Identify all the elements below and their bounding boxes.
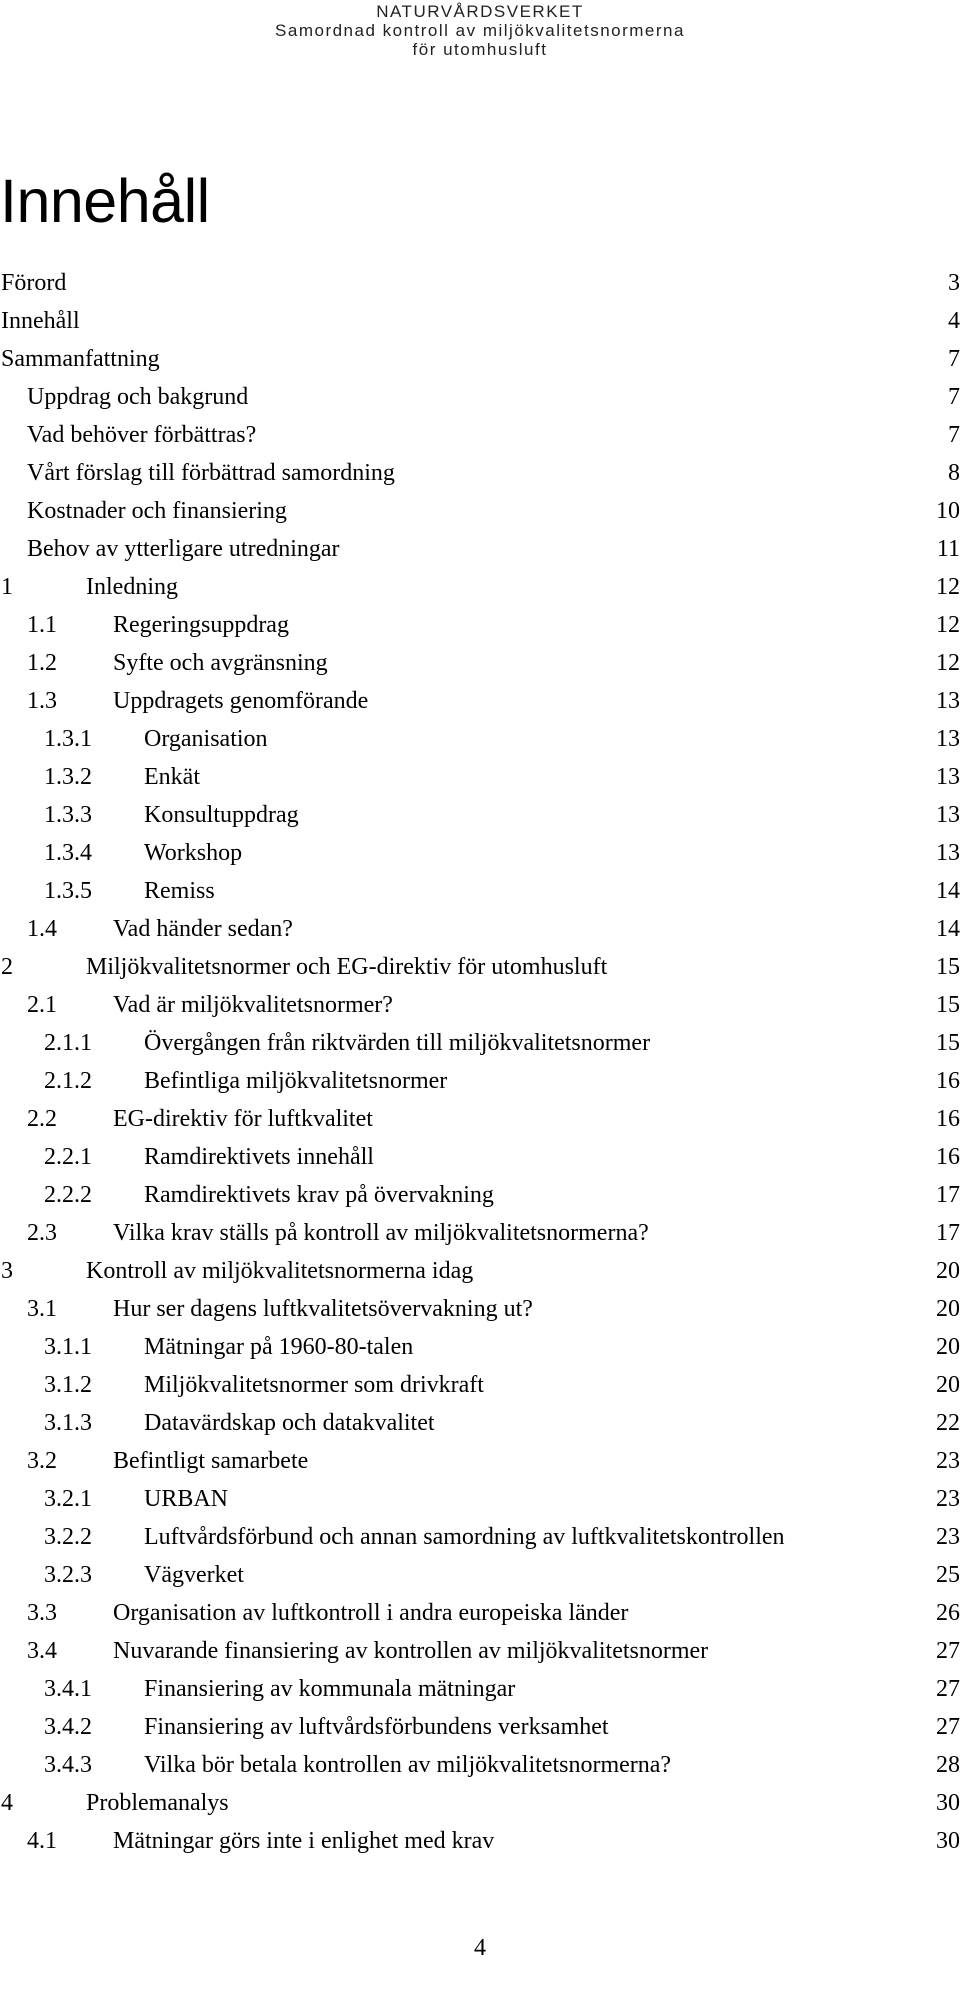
toc-entry-page: 10 — [936, 498, 960, 524]
toc-entry[interactable] — [0, 1822, 960, 1860]
toc-entry-title: Regeringsuppdrag — [113, 612, 289, 638]
header-report-title: Samordnad kontroll av miljökvalitetsnormerna — [275, 21, 685, 40]
toc-entry-title: EG-direktiv för luftkvalitet — [113, 1106, 373, 1132]
toc-entry[interactable] — [0, 1594, 960, 1632]
toc-entry[interactable] — [0, 454, 960, 492]
toc-entry-title: Befintliga miljökvalitetsnormer — [144, 1068, 448, 1094]
toc-entry-page: 4 — [948, 308, 960, 334]
toc-entry-page: 27 — [936, 1638, 960, 1664]
toc-entry[interactable] — [0, 834, 960, 872]
toc-entry-page: 15 — [936, 992, 960, 1018]
toc-entry-number: 4.1 — [27, 1828, 57, 1854]
toc-entry-title: Vad behöver förbättras? — [27, 422, 257, 448]
toc-entry-number: 3.2.1 — [44, 1486, 92, 1512]
toc-entry[interactable] — [0, 1480, 960, 1518]
toc-entry[interactable] — [0, 1784, 960, 1822]
toc-entry-number: 1.1 — [27, 612, 57, 638]
toc-entry[interactable] — [0, 720, 960, 758]
toc-entry-title: Behov av ytterligare utredningar — [27, 536, 340, 562]
toc-entry-title: Nuvarande finansiering av kontrollen av miljökvalitetsnormer — [113, 1638, 709, 1664]
toc-entry-title: Befintligt samarbete — [113, 1448, 309, 1474]
toc-entry-number: 2.1.2 — [44, 1068, 92, 1094]
toc-entry-title: Ramdirektivets krav på övervakning — [144, 1182, 494, 1208]
toc-entry-number: 3.2 — [27, 1448, 57, 1474]
toc-entry-page: 7 — [948, 384, 960, 410]
toc-entry-title: Sammanfattning — [1, 346, 160, 372]
toc-entry[interactable] — [0, 340, 960, 378]
toc-entry-page: 23 — [936, 1448, 960, 1474]
toc-entry-page: 14 — [936, 878, 960, 904]
toc-entry[interactable] — [0, 1404, 960, 1442]
toc-entry-page: 12 — [936, 574, 960, 600]
toc-entry-page: 12 — [936, 650, 960, 676]
toc-entry[interactable] — [0, 530, 960, 568]
toc-entry-number: 2.3 — [27, 1220, 57, 1246]
toc-entry-title: Datavärdskap och datakvalitet — [144, 1410, 435, 1436]
toc-entry-title: Ramdirektivets innehåll — [144, 1144, 374, 1170]
running-header — [0, 2, 960, 59]
toc-entry-number: 1.3 — [27, 688, 57, 714]
toc-entry-page: 20 — [936, 1334, 960, 1360]
toc-entry-number: 3.1.3 — [44, 1410, 92, 1436]
toc-entry[interactable] — [0, 1556, 960, 1594]
toc-entry[interactable] — [0, 264, 960, 302]
header-organization: NATURVÅRDSVERKET — [376, 2, 584, 21]
toc-entry[interactable] — [0, 1746, 960, 1784]
toc-entry[interactable] — [0, 568, 960, 606]
toc-entry[interactable] — [0, 644, 960, 682]
toc-entry-title: URBAN — [144, 1486, 229, 1512]
toc-entry-page: 25 — [936, 1562, 960, 1588]
toc-entry-number: 3.1.1 — [44, 1334, 92, 1360]
toc-entry-page: 16 — [936, 1106, 960, 1132]
toc-entry-page: 26 — [936, 1600, 960, 1626]
toc-entry[interactable] — [0, 872, 960, 910]
toc-entry[interactable] — [0, 1442, 960, 1480]
toc-entry[interactable] — [0, 1252, 960, 1290]
table-of-contents — [0, 264, 960, 1860]
toc-entry[interactable] — [0, 1214, 960, 1252]
toc-entry-title: Organisation av luftkontroll i andra europeiska länder — [113, 1600, 629, 1626]
toc-entry-number: 4 — [1, 1790, 13, 1816]
toc-entry-title: Problemanalys — [86, 1790, 229, 1816]
toc-entry-title: Mätningar görs inte i enlighet med krav — [113, 1828, 495, 1854]
toc-entry-title: Förord — [1, 270, 67, 296]
toc-entry-page: 23 — [936, 1486, 960, 1512]
toc-entry-page: 7 — [948, 346, 960, 372]
toc-entry[interactable] — [0, 1328, 960, 1366]
toc-entry-number: 3.4.3 — [44, 1752, 92, 1778]
toc-entry-number: 3.1.2 — [44, 1372, 92, 1398]
toc-entry-page: 11 — [936, 536, 960, 562]
header-report-subtitle: för utomhusluft — [412, 40, 548, 59]
toc-entry-title: Finansiering av luftvårdsförbundens verksamhet — [144, 1714, 609, 1740]
toc-entry[interactable] — [0, 1366, 960, 1404]
toc-entry-title: Vad är miljökvalitetsnormer? — [113, 992, 393, 1018]
toc-entry-title: Mätningar på 1960-80-talen — [144, 1334, 414, 1360]
toc-entry-title: Uppdrag och bakgrund — [27, 384, 249, 410]
toc-entry[interactable] — [0, 986, 960, 1024]
toc-entry-page: 27 — [936, 1676, 960, 1702]
toc-entry-page: 17 — [936, 1182, 960, 1208]
toc-entry[interactable] — [0, 1062, 960, 1100]
toc-entry-title: Workshop — [144, 840, 243, 866]
toc-entry-number: 2.2.1 — [44, 1144, 92, 1170]
toc-entry[interactable] — [0, 1518, 960, 1556]
toc-entry-page: 16 — [936, 1144, 960, 1170]
toc-entry-title: Uppdragets genomförande — [113, 688, 369, 714]
toc-entry-page: 13 — [936, 726, 960, 752]
page-number: 4 — [474, 1935, 486, 1961]
toc-entry-page: 15 — [936, 954, 960, 980]
toc-entry-title: Miljökvalitetsnormer och EG-direktiv för utomhusluft — [86, 954, 608, 980]
toc-entry-page: 15 — [936, 1030, 960, 1056]
toc-entry[interactable] — [0, 1670, 960, 1708]
toc-entry-title: Remiss — [144, 878, 215, 904]
toc-entry[interactable] — [0, 1176, 960, 1214]
toc-entry-number: 3.2.3 — [44, 1562, 92, 1588]
toc-entry-number: 1.3.2 — [44, 764, 92, 790]
toc-entry[interactable] — [0, 682, 960, 720]
toc-entry-title: Organisation — [144, 726, 268, 752]
toc-entry-page: 12 — [936, 612, 960, 638]
toc-entry-number: 1.2 — [27, 650, 57, 676]
toc-entry-number: 2 — [1, 954, 13, 980]
toc-entry[interactable] — [0, 948, 960, 986]
page-title: Innehåll — [0, 167, 210, 235]
toc-entry-page: 7 — [948, 422, 960, 448]
toc-entry-title: Vårt förslag till förbättrad samordning — [27, 460, 395, 486]
toc-entry-number: 2.1.1 — [44, 1030, 92, 1056]
toc-entry-number: 1.4 — [27, 916, 57, 942]
toc-entry-title: Kostnader och finansiering — [27, 498, 287, 524]
toc-entry[interactable] — [0, 1290, 960, 1328]
toc-entry-title: Enkät — [144, 764, 200, 790]
toc-entry-page: 28 — [936, 1752, 960, 1778]
toc-entry-page: 30 — [936, 1790, 960, 1816]
toc-entry[interactable] — [0, 1632, 960, 1670]
toc-entry-number: 3.4.1 — [44, 1676, 92, 1702]
toc-entry-number: 3.1 — [27, 1296, 57, 1322]
toc-entry[interactable] — [0, 416, 960, 454]
toc-entry-number: 1.3.5 — [44, 878, 92, 904]
toc-entry-number: 1.3.4 — [44, 840, 92, 866]
toc-entry-number: 1.3.3 — [44, 802, 92, 828]
toc-entry-page: 22 — [936, 1410, 960, 1436]
toc-entry[interactable] — [0, 1708, 960, 1746]
toc-entry-title: Syfte och avgränsning — [113, 650, 328, 676]
toc-entry-title: Miljökvalitetsnormer som drivkraft — [144, 1372, 484, 1398]
toc-entry-page: 3 — [948, 270, 960, 296]
toc-entry[interactable] — [0, 910, 960, 948]
toc-entry-page: 20 — [936, 1258, 960, 1284]
toc-entry-number: 1.3.1 — [44, 726, 92, 752]
toc-entry-page: 27 — [936, 1714, 960, 1740]
toc-entry[interactable] — [0, 302, 960, 340]
toc-entry-title: Kontroll av miljökvalitetsnormerna idag — [86, 1258, 474, 1284]
toc-entry-page: 13 — [936, 840, 960, 866]
toc-entry-page: 13 — [936, 764, 960, 790]
toc-entry-number: 3.4 — [27, 1638, 57, 1664]
toc-entry-page: 13 — [936, 688, 960, 714]
toc-entry-page: 30 — [936, 1828, 960, 1854]
toc-entry-title: Hur ser dagens luftkvalitetsövervakning ut? — [113, 1296, 533, 1322]
toc-entry-title: Luftvårdsförbund och annan samordning av luftkvalitetskontrollen — [144, 1524, 785, 1550]
toc-entry[interactable] — [0, 492, 960, 530]
toc-entry-number: 3.4.2 — [44, 1714, 92, 1740]
toc-entry[interactable] — [0, 1138, 960, 1176]
toc-entry-title: Innehåll — [1, 308, 80, 334]
toc-entry[interactable] — [0, 1024, 960, 1062]
toc-entry-number: 2.2 — [27, 1106, 57, 1132]
toc-entry-title: Vilka bör betala kontrollen av miljökvalitetsnormerna? — [144, 1752, 672, 1778]
toc-entry-page: 13 — [936, 802, 960, 828]
toc-entry-page: 14 — [936, 916, 960, 942]
toc-entry[interactable] — [0, 378, 960, 416]
toc-entry-number: 3 — [1, 1258, 13, 1284]
toc-entry-page: 17 — [936, 1220, 960, 1246]
toc-entry-title: Vägverket — [144, 1562, 244, 1588]
toc-entry[interactable] — [0, 796, 960, 834]
toc-entry-title: Vilka krav ställs på kontroll av miljökvalitetsnormerna? — [113, 1220, 649, 1246]
toc-entry-title: Finansiering av kommunala mätningar — [144, 1676, 516, 1702]
toc-entry-title: Konsultuppdrag — [144, 802, 299, 828]
toc-entry-page: 8 — [948, 460, 960, 486]
toc-entry[interactable] — [0, 1100, 960, 1138]
toc-entry-page: 23 — [936, 1524, 960, 1550]
toc-entry-number: 2.1 — [27, 992, 57, 1018]
toc-entry-title: Inledning — [86, 574, 178, 600]
toc-entry-page: 20 — [936, 1296, 960, 1322]
toc-entry[interactable] — [0, 606, 960, 644]
toc-entry-number: 2.2.2 — [44, 1182, 92, 1208]
toc-entry-title: Vad händer sedan? — [113, 916, 293, 942]
toc-entry[interactable] — [0, 758, 960, 796]
toc-entry-title: Övergången från riktvärden till miljökvalitetsnormer — [144, 1030, 651, 1056]
toc-entry-number: 3.3 — [27, 1600, 57, 1626]
toc-entry-number: 1 — [1, 574, 13, 600]
toc-entry-number: 3.2.2 — [44, 1524, 92, 1550]
toc-entry-page: 16 — [936, 1068, 960, 1094]
toc-entry-page: 20 — [936, 1372, 960, 1398]
